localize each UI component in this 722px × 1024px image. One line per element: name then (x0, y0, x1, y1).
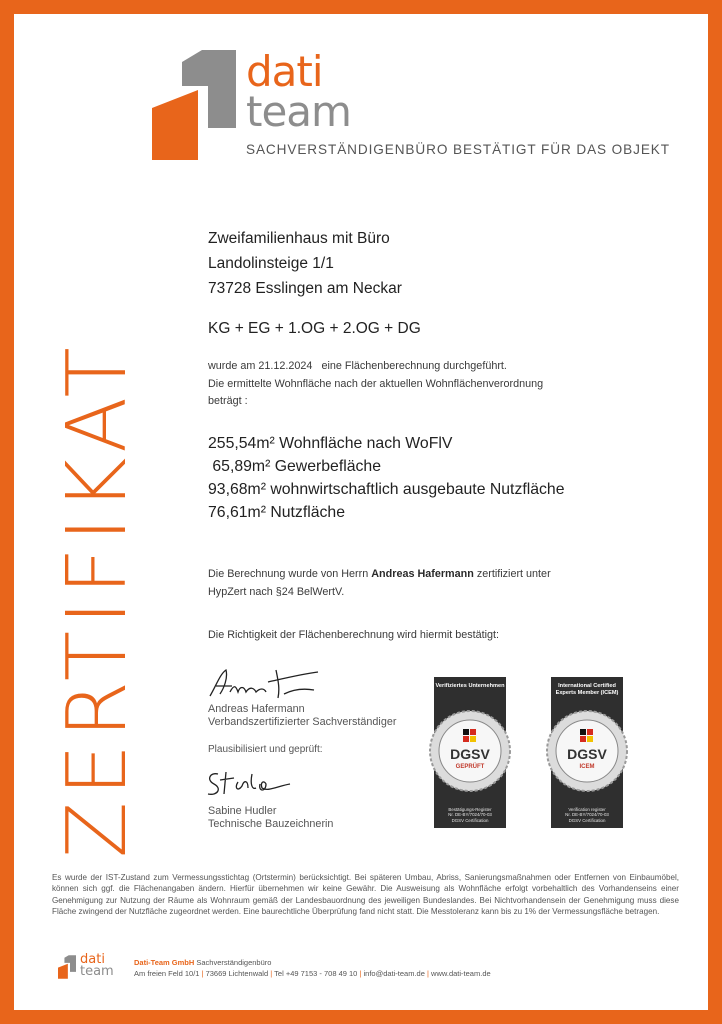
dgsv-icem-badge (551, 677, 623, 828)
badge-2-seal-main: DGSV (567, 746, 607, 762)
certification-line-2: HypZert nach §24 BelWertV. (208, 585, 345, 598)
certification-suffix: zertifiziert unter (473, 568, 551, 580)
object-type: Zweifamilienhaus mit Büro (208, 230, 390, 247)
area-residential-usable: 93,68m² wohnwirtschaftlich ausgebaute Nutzfläche (208, 481, 565, 498)
signatory-2 (208, 805, 333, 831)
footer-logo-word-dati: dati (80, 952, 105, 967)
plausibility-label: Plausibilisiert und geprüft: (208, 744, 323, 755)
badge-2-foot (551, 807, 623, 823)
footer-email[interactable]: info@dati-team.de (363, 969, 425, 978)
area-living: 255,54m² Wohnfläche nach WoFlV (208, 435, 453, 452)
badge-1-foot-1: Bestätigungs-Register (448, 807, 492, 812)
object-address (208, 226, 402, 301)
footer-city: 73669 Lichtenwald (205, 969, 269, 978)
object-city: 73728 Esslingen am Neckar (208, 280, 402, 297)
footer-phone[interactable]: Tel +49 7153 - 708 49 10 (274, 969, 358, 978)
intro-line-3: beträgt : (208, 395, 248, 407)
intro-line-1: wurde am 21.12.2024 eine Flächenberechnung durchgeführt. (208, 360, 507, 372)
dgsv-seal-icon (428, 709, 512, 793)
signature-hafermann (206, 664, 326, 702)
footer-logo-wordmark (80, 954, 114, 978)
area-results (208, 432, 565, 524)
signature-hudler (204, 766, 294, 800)
badge-1-foot-3: DGSV Certification (451, 817, 489, 823)
footer-info (134, 957, 491, 979)
disclaimer-text: Es wurde der IST-Zustand zum Vermessungsstichtag (Ortstermin) berücksichtigt. Bei späteren Umbau, Abriss, Sanierungsmaßnahmen oder Entfernen von Einbaumöbel, können sich ggf. die Flächenangaben ändern. Hierfür übernehmen wir keine Gewähr. Die Ausweisung als Wohnfläche erfolgt vorbehaltlich des Vorhandenseins einer Genehmigung zur Nutzung der Räume als Wohnraum gemäß der Landesbauordnung des jeweiligen Bundeslandes. Bei Nichtvorhandensein der Genehmigung muss diese Fläche zwingend der Nutzfläche zugeordnet werden. Eine baurechtliche Überprüfung fand nicht statt. Die Messtoleranz kann bis zu 1% der Vermessungsfläche betragen. (52, 873, 679, 917)
dati-team-logo-icon (152, 50, 236, 160)
footer-address: Am freien Feld 10/1 (134, 969, 200, 978)
certification-statement (208, 566, 551, 601)
footer-separator: | (270, 969, 273, 978)
area-commercial: 65,89m² Gewerbefläche (208, 458, 381, 475)
footer-company-line (134, 957, 491, 968)
expert-name: Andreas Hafermann (371, 568, 474, 580)
badge-2-seal-sub: ICEM (579, 764, 595, 770)
footer-logo-icon (58, 954, 76, 980)
footer-company: Dati-Team GmbH (134, 958, 195, 967)
badge-1-head: Verifiziertes Unternehmen (435, 683, 505, 689)
floor-list: KG + EG + 1.OG + 2.OG + DG (208, 320, 421, 337)
footer-separator: | (201, 969, 204, 978)
dgsv-icem-seal-icon (545, 709, 629, 793)
signatory-1-name: Andreas Hafermann (208, 703, 305, 715)
badge-1-foot-2: Nr. DE-BY/7024/70-03 (448, 812, 492, 818)
logo-word-dati: dati (246, 47, 323, 96)
intro-line-2: Die ermittelte Wohnfläche nach der aktuellen Wohnflächenverordnung (208, 377, 544, 390)
logo-word-team: team (246, 87, 351, 136)
badge-2-foot-3: DGSV Certification (568, 817, 606, 823)
signatory-2-name: Sabine Hudler (208, 805, 277, 817)
dgsv-verified-badge (434, 677, 506, 828)
signatory-2-title: Technische Bauzeichnerin (208, 818, 334, 830)
footer-contact-line (134, 968, 491, 979)
intro-text (208, 358, 543, 411)
footer-website[interactable]: www.dati-team.de (431, 969, 491, 978)
signatory-1-title: Verbandszertifizierter Sachverständiger (208, 716, 397, 728)
logo-wordmark (246, 47, 351, 136)
object-street: Landolinsteige 1/1 (208, 255, 334, 272)
badge-2-foot-1: Verification register (568, 807, 606, 812)
certificate-vertical-title: ZERTIFIKAT (50, 341, 145, 858)
badge-1-seal-sub: GEPRÜFT (455, 764, 485, 770)
badge-2-head: International Certified Experts Member (ICEM) (555, 683, 619, 696)
certification-line-1 (208, 566, 551, 584)
certification-prefix: Die Berechnung wurde von Herrn (208, 568, 372, 580)
badge-2-foot-2: Nr. DE-BY/7024/70-03 (565, 812, 609, 818)
signatory-1 (208, 703, 396, 729)
footer-logo-word-team: team (80, 964, 114, 979)
area-usable: 76,61m² Nutzfläche (208, 504, 345, 521)
confirmation-text: Die Richtigkeit der Flächenberechnung wird hiermit bestätigt: (208, 629, 500, 641)
logo-tagline: SACHVERSTÄNDIGENBÜRO BESTÄTIGT FÜR DAS OBJEKT (246, 142, 670, 157)
footer-separator: | (427, 969, 429, 978)
badge-1-foot (434, 807, 506, 823)
footer-separator: | (359, 969, 362, 978)
badge-1-seal-main: DGSV (450, 746, 490, 762)
footer-company-suffix: Sachverständigenbüro (194, 958, 272, 967)
